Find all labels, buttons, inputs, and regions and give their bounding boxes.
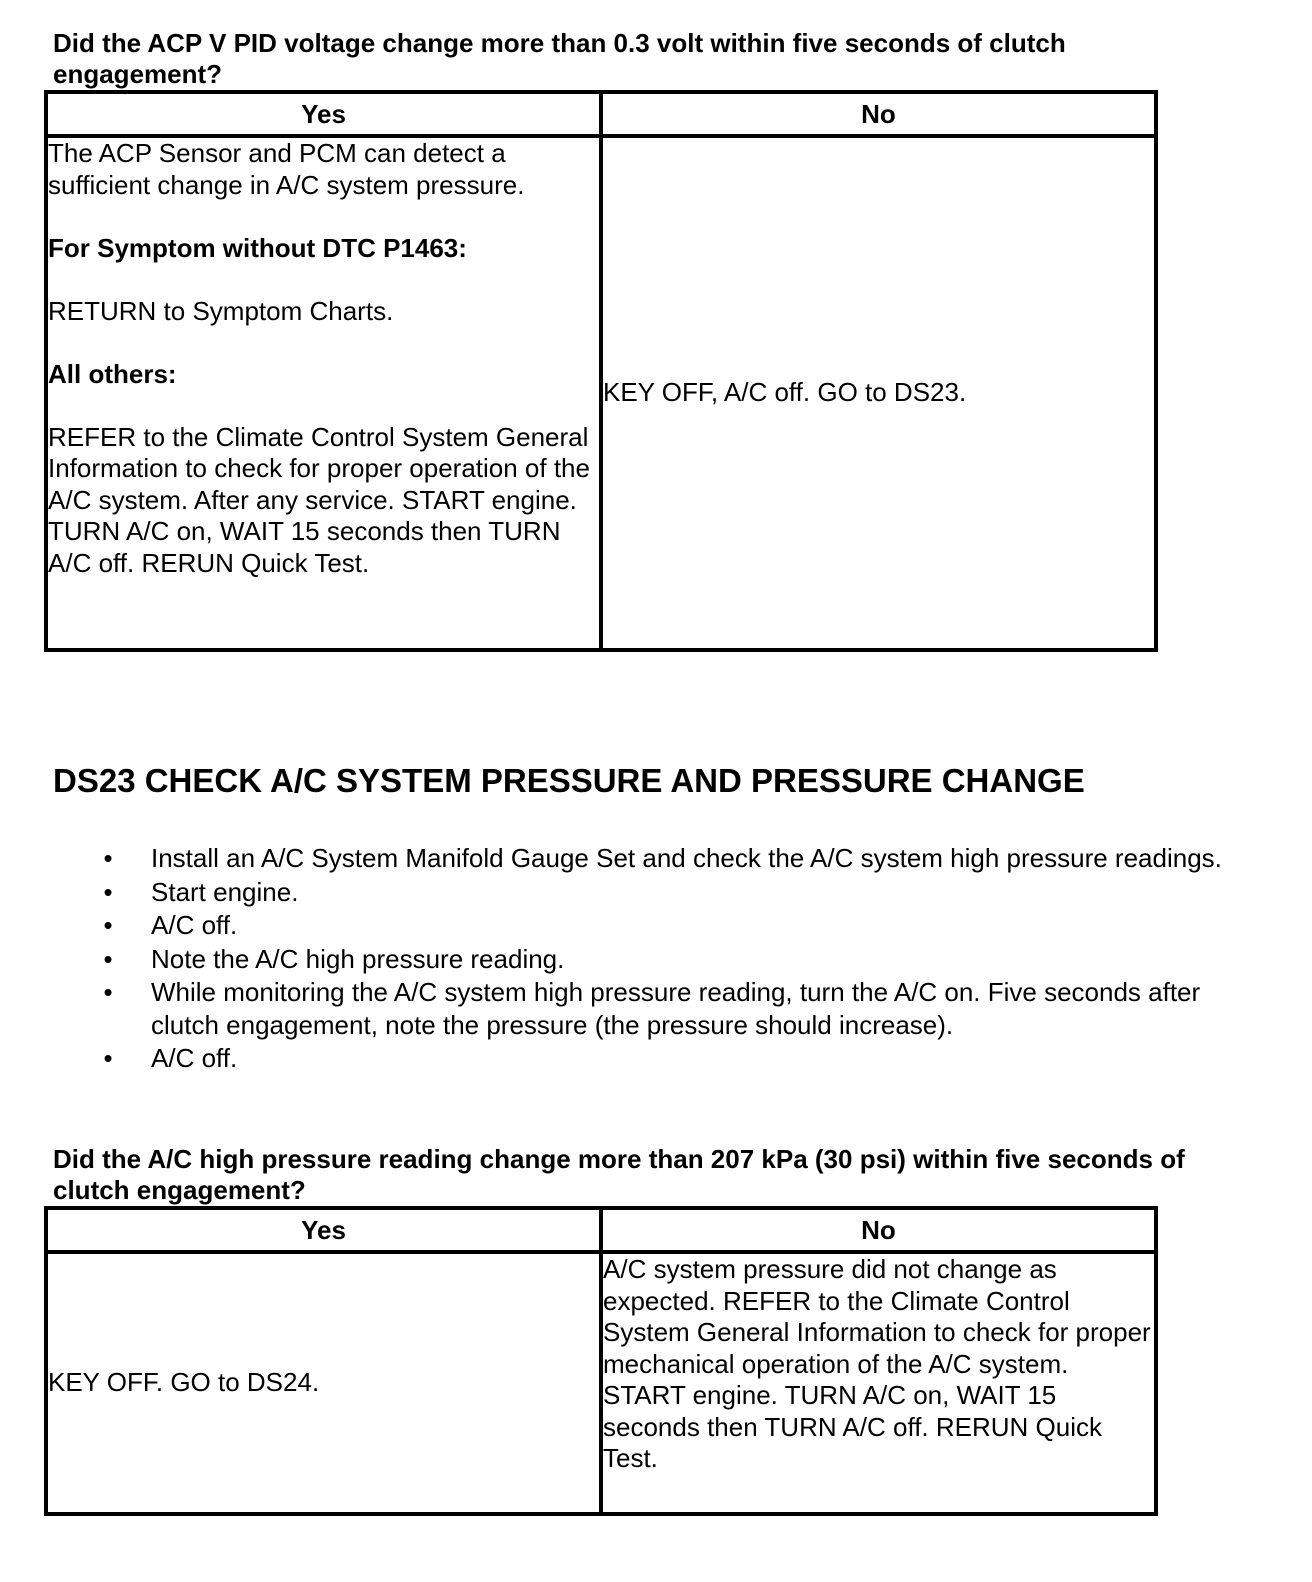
return-instruction: RETURN to Symptom Charts. (48, 295, 394, 326)
no-result-text: A/C system pressure did not change as expected. REFER to the Climate Control System General Information to check for proper mechanical operation of the A/C system. START engine. TURN A/C on, WAIT 15 seconds then TURN A/C off. RERUN Quick Test. (603, 1254, 1151, 1473)
bullet-icon: • (103, 943, 113, 974)
symptom-without-dtc-label: For Symptom without DTC P1463: (48, 232, 467, 263)
all-others-label: All others: (48, 358, 177, 389)
step-text: While monitoring the A/C system high pressure reading, turn the A/C on. Five seconds after clutch engagement, note the pressure (the pressure should increase). (151, 977, 1201, 1040)
yes-cell (46, 136, 601, 650)
no-cell (601, 136, 1156, 650)
question-high-pressure: Did the A/C high pressure reading change more than 207 kPa (30 psi) within five seconds of clutch engagement? (53, 1144, 1185, 1205)
table-header-row (46, 92, 1156, 136)
no-cell (601, 1252, 1156, 1514)
step-text: Install an A/C System Manifold Gauge Set and check the A/C system high pressure readings. (151, 843, 1222, 873)
step-text: A/C off. (151, 910, 238, 940)
bullet-icon: • (103, 977, 113, 1007)
list-item (0, 842, 1250, 875)
yes-column-header: Yes (46, 1208, 601, 1252)
bullet-icon: • (103, 843, 113, 873)
no-column-header: No (601, 1208, 1156, 1252)
list-item (0, 909, 1250, 942)
no-column-header: No (601, 92, 1156, 136)
list-item (0, 943, 1250, 976)
step-text: Start engine. (151, 876, 299, 907)
yes-result-text: KEY OFF. GO to DS24. (48, 1367, 320, 1398)
question-acp-voltage: Did the ACP V PID voltage change more than 0.3 volt within five seconds of clutch engagement? (53, 28, 1066, 89)
refer-instruction: REFER to the Climate Control System General Information to check for proper operation of the A/C system. After any service. START engine. TURN A/C on, WAIT 15 seconds then TURN A/C off. RERUN Quick Test. (48, 421, 590, 578)
list-item (0, 1042, 1250, 1075)
bullet-icon: • (103, 910, 113, 940)
yes-result-text: The ACP Sensor and PCM can detect a sufficient change in A/C system pressure. (48, 138, 525, 200)
table-row (46, 1252, 1156, 1514)
step-text: Note the A/C high pressure reading. (151, 943, 565, 974)
procedure-steps-list (0, 842, 1250, 1076)
list-item (0, 876, 1250, 909)
bullet-icon: • (103, 876, 113, 907)
yes-column-header: Yes (46, 92, 601, 136)
step-text: A/C off. (151, 1043, 238, 1073)
no-result-text: KEY OFF, A/C off. GO to DS23. (603, 377, 967, 408)
table-header-row (46, 1208, 1156, 1252)
table-row (46, 136, 1156, 650)
bullet-icon: • (103, 1043, 113, 1073)
section-heading-ds23: DS23 CHECK A/C SYSTEM PRESSURE AND PRESSURE CHANGE (53, 762, 1085, 799)
list-item (0, 976, 1250, 1041)
result-table-high-pressure (44, 1206, 1158, 1516)
result-table-acp-voltage (44, 90, 1158, 652)
yes-cell (46, 1252, 601, 1514)
